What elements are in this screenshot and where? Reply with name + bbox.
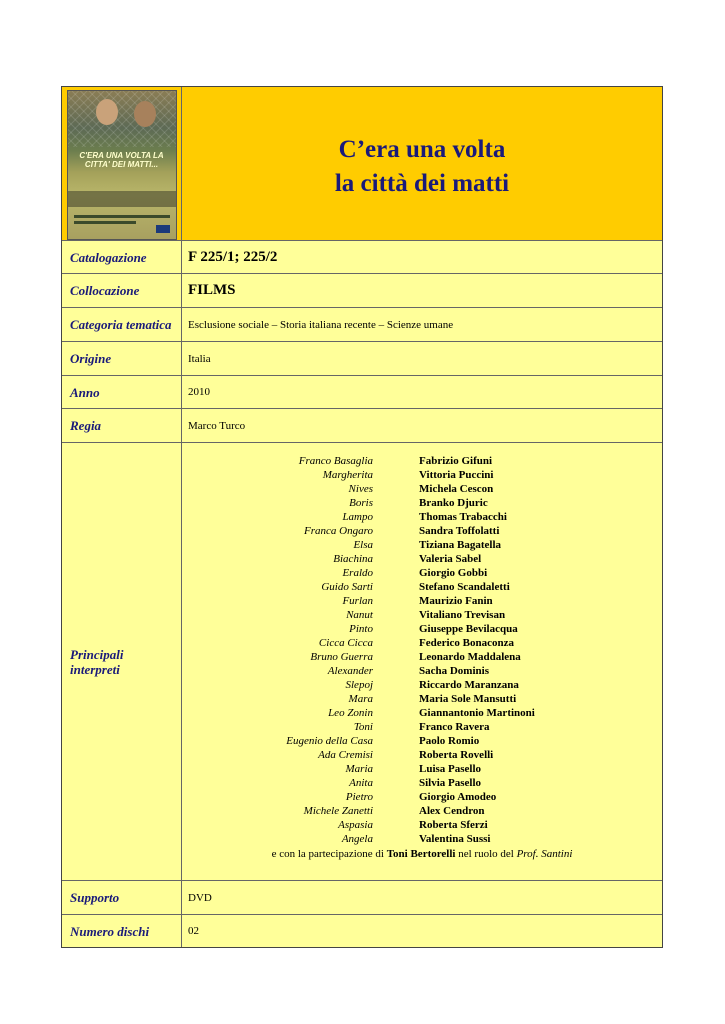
special-guest-role: Prof. Santini bbox=[516, 847, 573, 860]
cast-actor: Vitaliano Trevisan bbox=[419, 608, 506, 621]
cast-character: Biachina bbox=[333, 552, 373, 565]
label-collocazione: Collocazione bbox=[62, 274, 182, 307]
label-origine: Origine bbox=[62, 342, 182, 375]
cast-character: Alexander bbox=[327, 664, 373, 677]
cast-character: Franco Basaglia bbox=[298, 455, 373, 467]
value-numero-dischi: 02 bbox=[188, 925, 199, 937]
cast-character: Ada Cremisi bbox=[318, 748, 373, 761]
cast-actor: Valentina Sussi bbox=[419, 832, 491, 845]
label-categoria: Categoria tematica bbox=[62, 308, 182, 341]
cast-actor: Paolo Romio bbox=[419, 734, 480, 747]
row-collocazione bbox=[62, 273, 662, 307]
cast-actor: Roberta Rovelli bbox=[419, 748, 494, 761]
special-guest-actor: Toni Bertorelli bbox=[386, 847, 456, 860]
cast-actor: Franco Ravera bbox=[419, 720, 490, 733]
cast-actor: Alex Cendron bbox=[419, 804, 485, 817]
cast-character: Pietro bbox=[345, 790, 373, 803]
row-origine bbox=[62, 341, 662, 375]
cast-actor: Luisa Pasello bbox=[419, 762, 482, 775]
participation-note: e con la partecipazione di Toni Bertorelli nel ruolo del Prof. Santini bbox=[271, 847, 573, 860]
value-regia: Marco Turco bbox=[188, 419, 246, 432]
poster-cell bbox=[62, 87, 182, 240]
cast-character: Leo Zonin bbox=[328, 706, 373, 719]
cast-character: Eugenio della Casa bbox=[286, 734, 373, 747]
cast-character: Aspasia bbox=[338, 818, 373, 831]
row-numero-dischi bbox=[62, 914, 662, 947]
cast-character: Toni bbox=[353, 720, 373, 733]
cast-character: Lampo bbox=[342, 510, 373, 523]
cast-actor: Giorgio Amodeo bbox=[419, 790, 497, 803]
label-supporto: Supporto bbox=[62, 881, 182, 914]
cast-character: Nives bbox=[348, 482, 373, 495]
cast-character: Cicca Cicca bbox=[318, 636, 373, 649]
cast-character: Franca Ongaro bbox=[304, 524, 373, 537]
label-anno: Anno bbox=[62, 376, 182, 408]
cast-actor: Giannantonio Martinoni bbox=[419, 706, 535, 719]
cast-actor: Maurizio Fanin bbox=[419, 594, 493, 607]
row-anno bbox=[62, 375, 662, 408]
cast-actor: Valeria Sabel bbox=[419, 552, 482, 565]
cast-actor: Michela Cescon bbox=[419, 482, 494, 495]
cast-actor: Branko Djuric bbox=[419, 496, 488, 509]
value-catalogazione: F 225/1; 225/2 bbox=[188, 248, 278, 265]
cast-character: Elsa bbox=[353, 538, 373, 551]
cast-character: Guido Sarti bbox=[321, 580, 373, 593]
label-numero-dischi: Numero dischi bbox=[62, 915, 182, 947]
row-catalogazione bbox=[62, 240, 662, 273]
cast-actor: Tiziana Bagatella bbox=[419, 538, 501, 551]
row-interpreti bbox=[62, 442, 662, 880]
cast-list bbox=[182, 443, 662, 880]
dvd-cover-image bbox=[67, 90, 177, 240]
cast-character: Furlan bbox=[342, 594, 373, 607]
cast-actor: Sandra Toffolatti bbox=[419, 524, 500, 537]
value-collocazione: FILMS bbox=[188, 282, 236, 298]
cast-actor: Stefano Scandaletti bbox=[419, 580, 510, 593]
cast-character: Angela bbox=[341, 832, 373, 845]
cast-character: Pinto bbox=[349, 622, 373, 635]
page-title bbox=[182, 87, 662, 240]
cast-character: Eraldo bbox=[342, 566, 373, 579]
cast-character: Margherita bbox=[322, 468, 373, 481]
cast-character: Mara bbox=[348, 692, 373, 705]
title-line-2: la città dei matti bbox=[334, 169, 510, 197]
label-interpreti: Principali interpreti bbox=[62, 443, 182, 880]
cast-actor: Sacha Dominis bbox=[419, 664, 489, 677]
rai-logo bbox=[156, 225, 170, 233]
title-line-1: C’era una volta bbox=[338, 135, 506, 163]
cast-character: Maria bbox=[345, 762, 373, 775]
cast-actor: Roberta Sferzi bbox=[419, 818, 488, 831]
poster-caption: C'ERA UNA VOLTA LA CITTA' DEI MATTI... bbox=[79, 150, 164, 169]
cast-character: Nanut bbox=[346, 608, 373, 621]
cast-character: Boris bbox=[349, 496, 373, 509]
film-record-table bbox=[61, 86, 663, 948]
label-catalogazione: Catalogazione bbox=[62, 241, 182, 273]
cast-actor: Thomas Trabacchi bbox=[419, 510, 507, 523]
cast-character: Anita bbox=[349, 776, 373, 789]
cast-actor: Riccardo Maranzana bbox=[419, 678, 519, 691]
cast-actor: Leonardo Maddalena bbox=[419, 650, 521, 663]
cast-actor: Giuseppe Bevilacqua bbox=[419, 622, 518, 635]
cast-character: Slepoj bbox=[345, 678, 373, 691]
row-regia bbox=[62, 408, 662, 442]
cast-actor: Vittoria Puccini bbox=[419, 468, 494, 481]
title-row bbox=[62, 87, 662, 240]
cast-actor: Maria Sole Mansutti bbox=[419, 692, 517, 705]
cast-grid bbox=[182, 455, 662, 847]
cast-character: Bruno Guerra bbox=[310, 650, 373, 663]
row-supporto bbox=[62, 880, 662, 914]
cast-actor: Fabrizio Gifuni bbox=[419, 455, 493, 467]
cast-character: Michele Zanetti bbox=[303, 804, 373, 817]
value-origine: Italia bbox=[188, 352, 211, 365]
cast-actor: Federico Bonaconza bbox=[419, 636, 515, 649]
value-supporto: DVD bbox=[188, 891, 212, 904]
cast-actor: Silvia Pasello bbox=[419, 776, 482, 789]
value-anno: 2010 bbox=[188, 386, 210, 398]
cast-actor: Giorgio Gobbi bbox=[419, 566, 488, 579]
label-regia: Regia bbox=[62, 409, 182, 442]
row-categoria bbox=[62, 307, 662, 341]
value-categoria: Esclusione sociale – Storia italiana recente – Scienze umane bbox=[188, 318, 454, 331]
